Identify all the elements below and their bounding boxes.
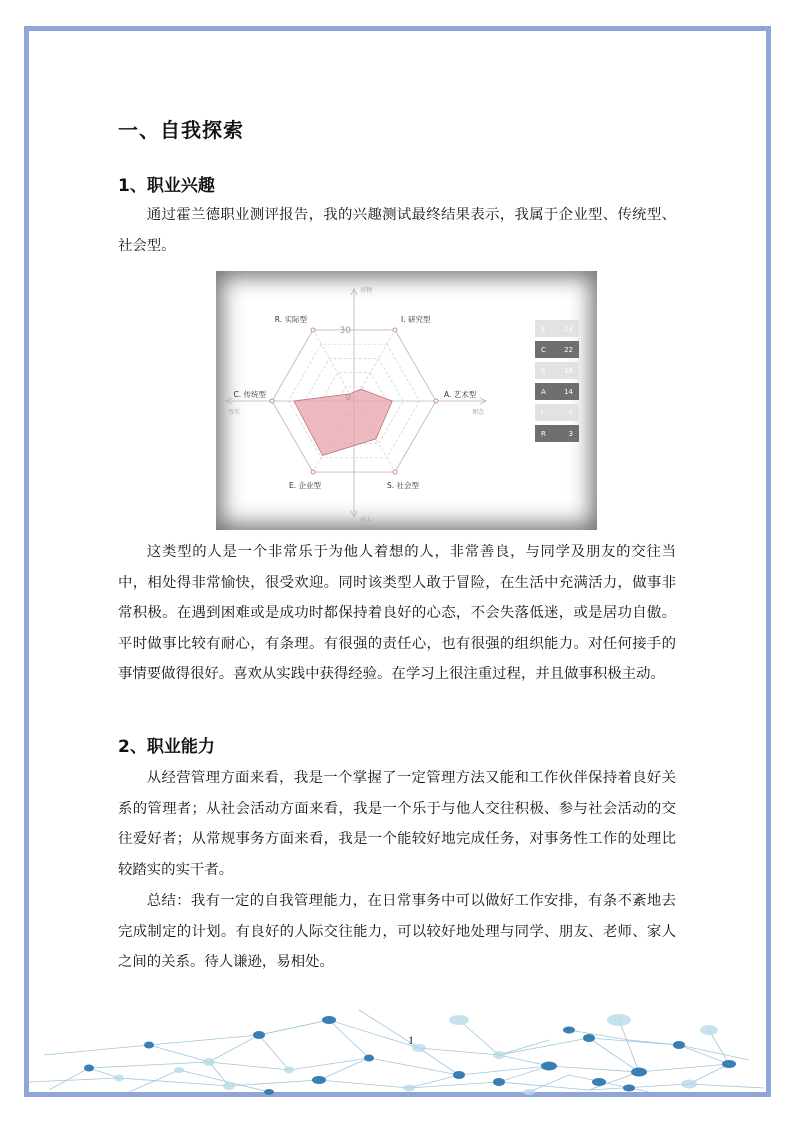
legend-row-S — [535, 362, 579, 379]
ability-paragraph: 从经营管理方面来看，我是一个掌握了一定管理方法又能和工作伙伴保持着良好关系的管理者；从社会活动方面来看，我是一个乐于与他人交往积极、参与社会活动的交往爱好者；从常规事务方面来看，我是一个能较好地完成任务，对事务性工作的处理比较踏实的实干者。 — [118, 770, 676, 878]
legend-key: R — [541, 429, 546, 438]
legend-value: 14 — [564, 387, 573, 396]
interest-description: 这类型的人是一个非常乐于为他人着想的人，非常善良，与同学及朋友的交往当中，相处得非常愉快，很受欢迎。同时该类型人敢于冒险，在生活中充满活力，做事非常积极。在遇到困难或是成功时都保持着良好的心态，不会失落低迷，或是居功自傲。平时做事比较有耐心，有条理。有很强的责任心，也有很强的组织能力。对任何接手的事情要做得很好。喜欢从实践中获得经验。在学习上很注重过程，并且做事积极主动。 — [118, 544, 676, 682]
vertex-marker-R — [311, 328, 315, 332]
legend-row-R — [535, 425, 579, 442]
direction-label-right: 理念 — [471, 409, 484, 416]
summary-paragraph: 总结：我有一定的自我管理能力，在日常事务中可以做好工作安排，有条不紊地去完成制定的计划。有良好的人际交往能力，可以较好地处理与同学、朋友、老师、家人之间的关系。待人谦逊，易相处。 — [118, 893, 676, 970]
direction-label-bottom: 对人 — [360, 517, 373, 524]
direction-label-left: 务实 — [228, 409, 241, 416]
ability-heading: 2、职业能力 — [118, 737, 215, 757]
legend-row-C — [535, 341, 579, 358]
legend-key: I — [541, 408, 544, 417]
axis-label-I: I. 研究型 — [401, 314, 431, 324]
vertex-marker-E — [311, 470, 315, 474]
section-title: 一、自我探索 — [118, 118, 244, 142]
axis-label-S: S. 社会型 — [387, 481, 420, 491]
legend-row-A — [535, 383, 579, 400]
legend-row-E — [535, 320, 579, 337]
axis-label-R: R. 实际型 — [274, 314, 307, 324]
network-decoration — [29, 1000, 764, 1095]
page-number: 1 — [408, 1033, 414, 1047]
axis-label-A: A. 艺术型 — [444, 390, 477, 399]
scale-label-min: 0 — [345, 393, 351, 402]
interest-intro: 通过霍兰德职业测评报告，我的兴趣测试最终结果表示，我属于企业型、传统型、社会型。 — [118, 207, 676, 254]
holland-radar-chart — [216, 271, 597, 530]
radar-spoke — [313, 330, 354, 401]
scale-label-max: 30 — [339, 325, 351, 336]
axis-label-C: C. 传统型 — [233, 390, 266, 399]
legend-key: C — [541, 345, 546, 354]
vertex-marker-S — [393, 470, 397, 474]
vertex-marker-C — [270, 399, 274, 403]
score-area — [294, 389, 392, 455]
vertex-marker-A — [434, 399, 438, 403]
axis-label-E: E. 企业型 — [288, 481, 321, 491]
vertex-marker-I — [393, 328, 397, 332]
legend-value: 16 — [564, 366, 573, 375]
legend-key: E — [541, 324, 546, 333]
legend-value: 23 — [564, 324, 573, 333]
interest-heading: 1、职业兴趣 — [118, 176, 215, 196]
legend-value: 22 — [564, 345, 573, 354]
legend-value: 5 — [568, 408, 573, 417]
legend-value: 3 — [568, 429, 573, 438]
legend-key: A — [541, 387, 546, 396]
legend-key: S — [541, 366, 546, 375]
legend-row-I — [535, 404, 579, 421]
score-legend — [535, 320, 579, 446]
direction-label-top: 对物 — [360, 287, 373, 294]
